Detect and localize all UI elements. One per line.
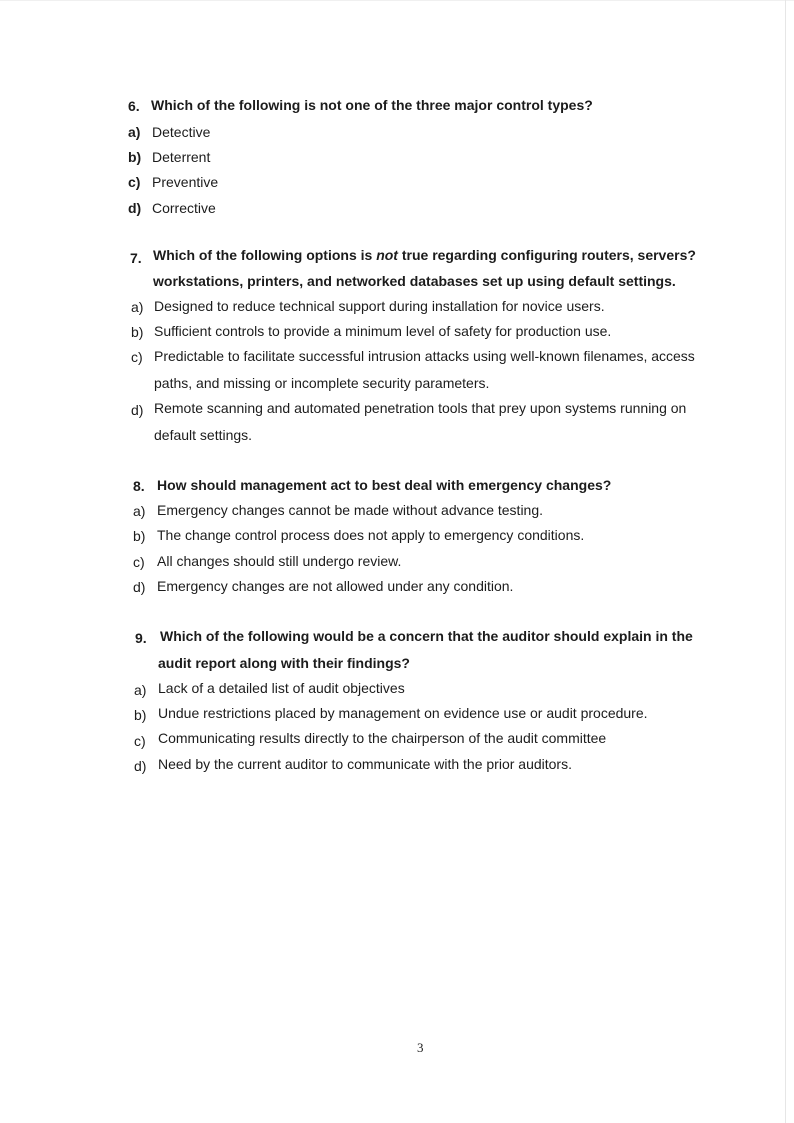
option-text: Need by the current auditor to communicate with the prior auditors. xyxy=(158,756,572,772)
question-text-prefix: Which of the following options is xyxy=(153,247,377,263)
scan-edge-top xyxy=(0,0,794,1)
option-text-continued: paths, and missing or incomplete security parameters. xyxy=(154,375,490,391)
option-text: Sufficient controls to provide a minimum level of safety for production use. xyxy=(154,323,612,339)
option-text: The change control process does not apply to emergency conditions. xyxy=(157,527,585,543)
option-letter: c) xyxy=(133,554,145,570)
option-text: Corrective xyxy=(152,200,216,216)
question-text-line-1 xyxy=(153,246,696,264)
option-text: Designed to reduce technical support during installation for novice users. xyxy=(154,298,605,314)
page-number: 3 xyxy=(417,1040,424,1055)
question-text-emphasis: not xyxy=(376,247,398,263)
option-text: Preventive xyxy=(152,174,219,190)
option-text: Communicating results directly to the chairperson of the audit committee xyxy=(158,730,607,746)
question-number: 7. xyxy=(130,250,142,266)
option-letter: c) xyxy=(128,174,141,190)
question-text-line-1: Which of the following would be a concern that the auditor should explain in the xyxy=(160,628,693,644)
question-text-line-2: workstations, printers, and networked databases set up using default settings. xyxy=(153,273,676,289)
option-text: All changes should still undergo review. xyxy=(157,553,402,569)
option-letter: a) xyxy=(134,682,147,698)
option-text: Predictable to facilitate successful intrusion attacks using well-known filenames, access xyxy=(154,348,695,364)
option-text-continued: default settings. xyxy=(154,427,253,443)
option-letter: b) xyxy=(133,528,146,544)
option-letter: a) xyxy=(131,299,144,315)
question-text: How should management act to best deal with emergency changes? xyxy=(157,477,612,493)
option-letter: b) xyxy=(131,324,144,340)
option-letter: d) xyxy=(133,579,146,595)
option-text: Lack of a detailed list of audit objectives xyxy=(158,680,405,696)
option-letter: c) xyxy=(131,349,143,365)
option-text: Detective xyxy=(152,124,211,140)
option-letter: a) xyxy=(133,503,146,519)
option-letter: d) xyxy=(128,200,142,216)
option-text: Remote scanning and automated penetration tools that prey upon systems running on xyxy=(154,400,687,416)
option-text: Emergency changes are not allowed under any condition. xyxy=(157,578,514,594)
option-text: Emergency changes cannot be made without advance testing. xyxy=(157,502,544,518)
question-number: 8. xyxy=(133,478,145,494)
option-text: Deterrent xyxy=(152,149,211,165)
option-letter: b) xyxy=(134,707,147,723)
question-text: Which of the following is not one of the three major control types? xyxy=(151,97,593,113)
option-text: Undue restrictions placed by management on evidence use or audit procedure. xyxy=(158,705,648,721)
option-letter: b) xyxy=(128,149,142,165)
option-letter: d) xyxy=(131,402,144,418)
question-text-suffix: true regarding configuring routers, servers? xyxy=(397,247,696,263)
option-letter: a) xyxy=(128,124,141,140)
option-letter: d) xyxy=(134,758,147,774)
option-letter: c) xyxy=(134,733,146,749)
question-number: 9. xyxy=(135,630,147,646)
question-text-line-2: audit report along with their findings? xyxy=(158,655,410,671)
scan-edge-right xyxy=(785,0,786,1123)
question-number: 6. xyxy=(128,98,140,114)
